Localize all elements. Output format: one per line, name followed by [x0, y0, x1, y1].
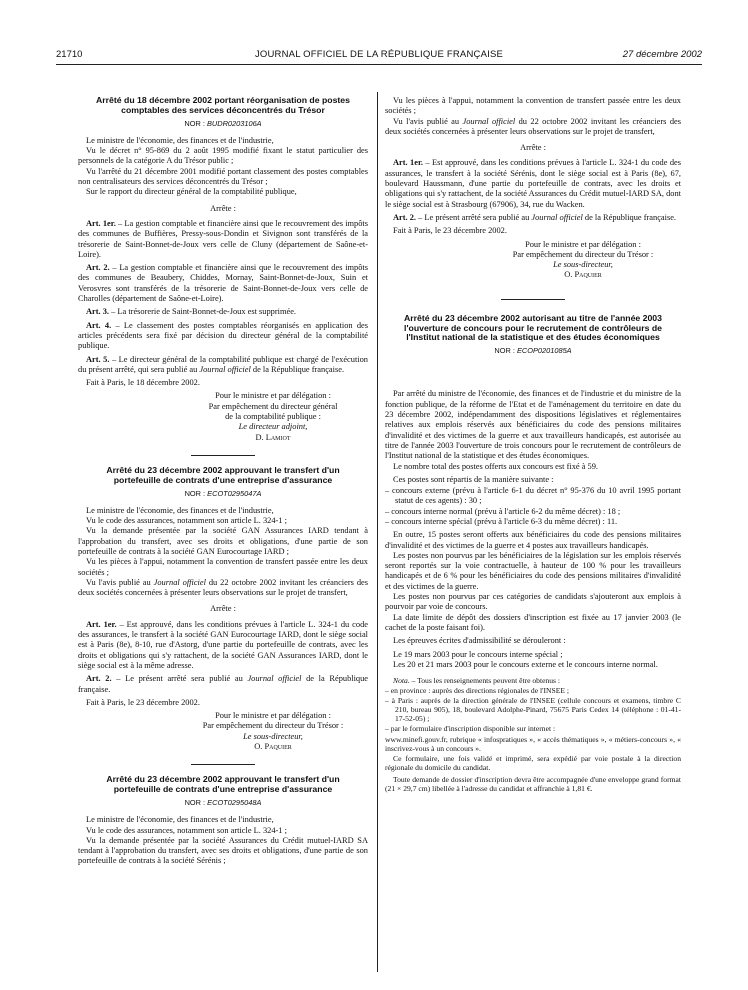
arrete-ecop0201085a	[385, 314, 681, 794]
signatory-name: D. Lamiot	[255, 432, 291, 442]
signatory-name: O. Paquier	[254, 742, 292, 752]
paragraph: La date limite de dépôt des dossiers d'inscription est fixée au 17 janvier 2003 (le cachet de la poste faisant foi).	[385, 612, 681, 632]
fait-a-paris: Fait à Paris, le 23 décembre 2002.	[393, 226, 507, 236]
article-3: Art. 3. – La trésorerie de Saint-Bonnet-de-Joux est supprimée.	[86, 307, 297, 317]
list-item: – concours externe (prévu à l'article 6-1 du décret n° 95-376 du 10 avril 1995 portant statut de ces agents) : 30 ;	[385, 486, 681, 506]
paragraph: En outre, 15 postes seront offerts aux bénéficiaires du code des pensions militaires d'invalidité et des victimes de la guerre et 4 postes aux travailleurs handicapés.	[385, 530, 681, 550]
fait-a-paris: Fait à Paris, le 23 décembre 2002.	[86, 697, 200, 707]
paragraph: Vu le code des assurances, notamment son article L. 324-1 ;	[86, 825, 287, 835]
section-separator	[191, 455, 255, 456]
nota-block	[385, 676, 681, 794]
article-1: Art. 1er. – Est approuvé, dans les conditions prévues à l'article L. 324-1 du code des assurances, le transfert à la société GAN Eurocourtage IARD, dont le siège social est à Paris (8e), 8-10, rue d'Astorg, d'une partie du portefeuille de contrats, avec les droits et obligations qui s'y rattachent, de la société GAN Assurances IARD, dont le siège social est à la même adresse.	[78, 619, 368, 670]
paragraph: Ce formulaire, une fois validé et imprimé, sera expédié par voie postale à la direction régionale du domicile du candidat.	[385, 753, 681, 772]
list-item: – concours interne spécial (prévu à l'article 6-3 du même décret) : 11.	[385, 517, 618, 526]
paragraph: Le nombre total des postes offerts aux concours est fixé à 59.	[393, 461, 598, 471]
nor-reference: NOR : BUDR0203106A	[184, 118, 262, 128]
paragraph: Sur le rapport du directeur général de la comptabilité publique,	[86, 187, 297, 197]
signature-block: Pour le ministre et par délégation : Par empêchement du directeur du Trésor : Le sous-directeur, O. Paquier	[485, 240, 681, 281]
nota-web: www.minefi.gouv.fr, rubrique « infospratiques », « accès thématiques », « métiers-concours », « inscrivez-vous à un concours ».	[385, 734, 681, 754]
paragraph: Le 19 mars 2003 pour le concours interne spécial ;	[393, 649, 563, 659]
paragraph: Le ministre de l'économie, des finances et de l'industrie,	[86, 505, 274, 515]
paragraph: Vu le code des assurances, notamment son article L. 324-1 ;	[86, 516, 287, 526]
page-number: 21710	[56, 49, 83, 60]
arrete-ecot0295048a-continued	[385, 96, 681, 281]
list-item: – concours interne normal (prévu à l'article 6-2 du même décret) : 18 ;	[385, 506, 621, 516]
fait-a-paris: Fait à Paris, le 18 décembre 2002.	[86, 378, 200, 388]
journal-title: JOURNAL OFFICIEL DE LA RÉPUBLIQUE FRANÇAISE	[254, 49, 504, 60]
paragraph: Par arrêté du ministre de l'économie, des finances et de l'industrie et du ministre de la fonction publique, de la réforme de l'Etat et de l'aménagement du territoire en date du 23 décembre 2002, indépendamment des dispositions législatives et réglementaires relatives aux emplois réservés aux bénéficiaires du code des pensions militaires d'invalidité et des victimes de la guerre et aux travailleurs handicapés, est autorisée au titre de l'année 2003 l'ouverture de trois concours pour le recrutement de contrôleurs de l'Institut national de la statistique et des études économiques.	[385, 389, 681, 461]
section-separator	[191, 764, 255, 765]
article-1: Art. 1er. – La gestion comptable et financière ainsi que le recouvrement des impôts des communes de Buffières, Pressy-sous-Dondin et Sivignon sont transférés de la trésorerie de Saint-Bonnet-de-Joux vers celle de Cluny (département de Saône-et-Loire).	[78, 218, 368, 259]
article-5: Art. 5. – Le directeur général de la comptabilité publique est chargé de l'exécution du présent arrêté, qui sera publié au Journal officiel de la République française.	[78, 354, 368, 374]
arrete-heading: Arrête :	[210, 604, 236, 614]
arrete-heading: Arrête :	[210, 203, 236, 213]
page-header	[56, 47, 702, 63]
article-2: Art. 2. – Le présent arrêté sera publié au Journal officiel de la République française.	[393, 212, 677, 222]
list-item: – en province : auprès des directions régionales de l'INSEE ;	[385, 686, 569, 696]
paragraph: Toute demande de dossier d'inscription devra être accompagnée d'une enveloppe grand format (21 × 29,7 cm) libellée à l'adresse du candidat et affranchie à 1,81 €.	[385, 775, 681, 794]
arrete-title: Arrêté du 18 décembre 2002 portant réorganisation de postes comptables des services déconcentrés du Trésor	[96, 95, 350, 115]
paragraph: Les épreuves écrites d'admissibilité se dérouleront :	[393, 636, 566, 646]
nor-reference: NOR : ECOP0201085A	[494, 346, 572, 356]
concours-list	[385, 486, 681, 527]
paragraph: Le ministre de l'économie, des finances et de l'industrie,	[86, 815, 274, 825]
nota-list	[385, 686, 681, 732]
nor-reference: NOR : ECOT0295048A	[184, 797, 262, 807]
signature-block: Pour le ministre et par délégation : Par empêchement du directeur général de la comptabilité publique : Le directeur adjoint, D. Lamiot	[178, 391, 368, 442]
signature-block: Pour le ministre et par délégation : Par empêchement du directeur du Trésor : Le sous-directeur, O. Paquier	[178, 711, 368, 752]
arrete-ecot0295047a	[78, 466, 368, 752]
paragraph: Ces postes sont répartis de la manière suivante :	[393, 474, 554, 484]
paragraph: Les postes non pourvus par ces catégories de candidats s'ajouteront aux emplois à pourvoir par voie de concours.	[385, 592, 681, 612]
paragraph: Vu les pièces à l'appui, notamment la convention de transfert passée entre les deux sociétés ;	[78, 557, 368, 577]
article-2: Art. 2. – Le présent arrêté sera publié au Journal officiel de la République française.	[78, 674, 368, 694]
right-column	[385, 96, 681, 794]
paragraph: Vu la demande présentée par la société GAN Assurances IARD tendant à l'approbation du transfert, avec ses droits et obligations, d'une partie de son portefeuille de contrats à la société GAN Eurocourtage IARD ;	[78, 526, 368, 556]
arrete-budr0203106a	[78, 96, 368, 443]
signatory-name: O. Paquier	[564, 270, 602, 280]
list-item: – par le formulaire d'inscription disponible sur internet :	[385, 723, 556, 733]
paragraph: Vu l'avis publié au Journal officiel du 22 octobre 2002 invitant les créanciers des deux sociétés concernées à présenter leurs observations sur le projet de transfert,	[385, 116, 682, 136]
article-1: Art. 1er. – Est approuvé, dans les conditions prévues à l'article L. 324-1 du code des assurances, le transfert à la société Sérénis, dont le siège social est à Paris (8e), 67, boulevard Haussmann, d'une partie du portefeuille de contrats, avec les droits et obligations qui s'y rattachent, de la société Assurances du Crédit mutuel-IARD SA, dont le siège social est à Strasbourg (67906), 34, rue du Wacken.	[385, 158, 681, 209]
arrete-title: Arrêté du 23 décembre 2002 autorisant au titre de l'année 2003 l'ouverture de concours pour le recrutement de contrôleurs de l'Institut national de la statistique et des études économiques	[404, 312, 662, 343]
article-4: Art. 4. – Le classement des postes comptables réorganisés en application des articles précédents sera fixé par décision du directeur général de la comptabilité publique.	[78, 320, 368, 351]
paragraph: Le ministre de l'économie, des finances et de l'industrie,	[86, 135, 274, 145]
paragraph: Vu le décret n° 95-869 du 2 août 1995 modifié fixant le statut particulier des personnels de la catégorie A du Trésor public ;	[78, 146, 368, 166]
paragraph: Vu l'avis publié au Journal officiel du 22 octobre 2002 invitant les créanciers des deux sociétés concernées à présenter leurs observations sur le projet de transfert,	[78, 577, 369, 598]
article-2: Art. 2. – La gestion comptable et financière ainsi que le recouvrement des impôts des communes de Beaubery, Chiddes, Mornay, Saint-Bonnet-de-Joux, Suin et Verosvres sont transférés de la trésorerie de Saint-Bonnet-de-Joux vers celle de Charolles (département de Saône-et-Loire).	[78, 263, 368, 304]
spacer	[385, 363, 681, 389]
arrete-heading: Arrête :	[520, 143, 546, 153]
paragraph: Vu la demande présentée par la société Assurances du Crédit mutuel-IARD SA tendant à l'approbation du transfert, avec ses droits et obligations, d'une partie de son portefeuille de contrats à la société Sérénis ;	[78, 835, 368, 866]
paragraph: Vu les pièces à l'appui, notamment la convention de transfert passée entre les deux sociétés ;	[385, 96, 681, 116]
paragraph: Les 20 et 21 mars 2003 pour le concours externe et le concours interne normal.	[393, 659, 658, 669]
arrete-ecot0295048a	[78, 775, 368, 866]
nota-intro: Nota. – Tous les renseignements peuvent être obtenus :	[393, 676, 560, 686]
left-column	[78, 96, 368, 867]
section-separator	[501, 299, 565, 300]
issue-date: 27 décembre 2002	[622, 49, 702, 60]
paragraph: Vu l'arrêté du 21 décembre 2001 modifié portant classement des postes comptables non centralisateurs des services déconcentrés du Trésor ;	[78, 166, 368, 187]
arrete-title: Arrêté du 23 décembre 2002 approuvant le transfert d'un portefeuille de contrats d'une entreprise d'assurance	[106, 464, 340, 485]
list-item: – à Paris : auprès de la direction générale de l'INSEE (cellule concours et examens, timbre C 210, bureau 905), 18, boulevard Adolphe-Pinard, 75675 Paris Cedex 14 (téléphone : 01-41-17-52-05) ;	[385, 695, 681, 724]
header-rule	[56, 64, 702, 65]
column-rule	[377, 92, 378, 972]
paragraph: Les postes non pourvus par les bénéficiaires de la législation sur les emplois réservés seront reportés sur la voie contractuelle, à hauteur de 100 % pour les travailleurs handicapés et de 6 % pour les bénéficiaires du code des pensions militaires d'invalidité et des victimes de la guerre.	[385, 550, 681, 591]
arrete-title: Arrêté du 23 décembre 2002 approuvant le transfert d'un portefeuille de contrats d'une entreprise d'assurance	[106, 774, 340, 795]
nor-reference: NOR : ECOT0295047A	[184, 488, 262, 498]
